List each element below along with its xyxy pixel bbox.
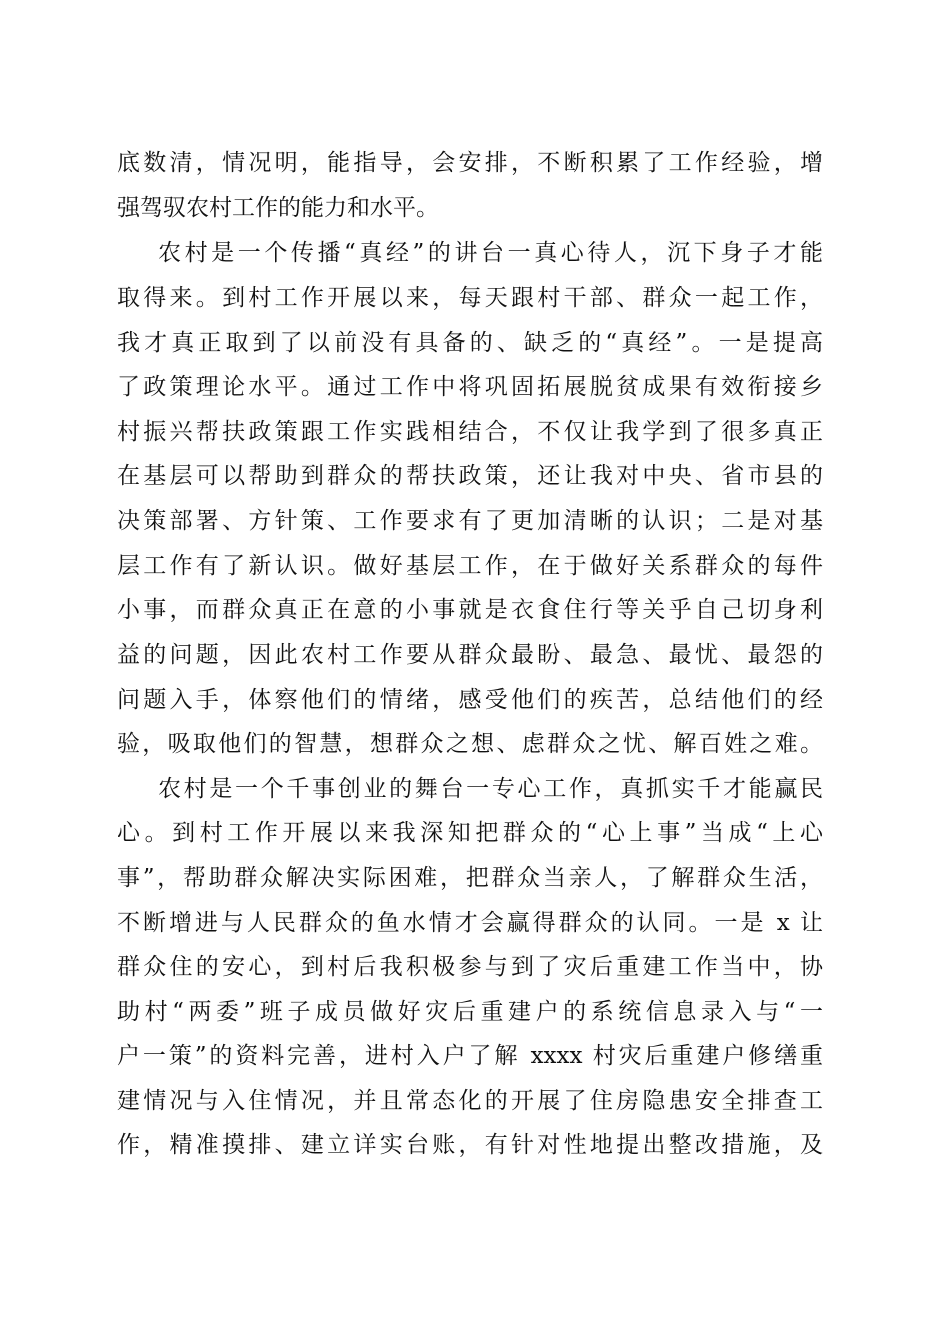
text-line: 建情况与入住情况，并且常态化的开展了住房隐患安全排查工 <box>117 1088 823 1114</box>
text-line: 我才真正取到了以前没有具备的、缺乏的“真经”。一是提高 <box>117 330 823 356</box>
paragraph-first-line: 农村是一个传播“真经”的讲台一真心待人，沉下身子才能 <box>158 240 823 266</box>
text-line: 群众住的安心，到村后我积极参与到了灾后重建工作当中，协 <box>117 954 823 980</box>
text-line: 强驾驭农村工作的能力和水平。 <box>117 195 439 221</box>
text-line: 助村“两委”班子成员做好灾后重建户的系统信息录入与“一 <box>117 999 823 1025</box>
text-line: 户一策”的资料完善，进村入户了解 xxxx 村灾后重建户修缮重 <box>117 1043 823 1069</box>
text-line: 益的问题，因此农村工作要从群众最盼、最急、最忧、最怨的 <box>117 642 823 668</box>
text-line: 验，吸取他们的智慧，想群众之想、虑群众之忧、解百姓之难。 <box>117 731 823 757</box>
text-line: 不断增进与人民群众的鱼水情才会赢得群众的认同。一是 x 让 <box>117 910 823 936</box>
text-line: 作，精准摸排、建立详实台账，有针对性地提出整改措施，及 <box>117 1132 823 1158</box>
text-line: 层工作有了新认识。做好基层工作，在于做好关系群众的每件 <box>117 553 823 579</box>
text-line: 问题入手，体察他们的情绪，感受他们的疾苦，总结他们的经 <box>117 687 823 713</box>
paragraph-first-line: 农村是一个千事创业的舞台一专心工作，真抓实千才能赢民 <box>158 776 823 802</box>
text-line: 小事，而群众真正在意的小事就是衣食住行等关乎自己切身利 <box>117 597 823 623</box>
text-line: 决策部署、方针策、工作要求有了更加清晰的认识；二是对基 <box>117 508 823 534</box>
text-line: 事”，帮助群众解决实际困难，把群众当亲人，了解群众生活， <box>117 865 823 891</box>
text-line: 在基层可以帮助到群众的帮扶政策，还让我对中央、省市县的 <box>117 463 823 489</box>
text-line: 底数清，情况明，能指导，会安排，不断积累了工作经验，增 <box>117 150 823 176</box>
text-line: 取得来。到村工作开展以来，每天跟村干部、群众一起工作， <box>117 285 823 311</box>
text-line: 村振兴帮扶政策跟工作实践相结合，不仅让我学到了很多真正 <box>117 419 823 445</box>
text-line: 了政策理论水平。通过工作中将巩固拓展脱贫成果有效衔接乡 <box>117 374 823 400</box>
text-line: 心。到村工作开展以来我深知把群众的“心上事”当成“上心 <box>117 820 823 846</box>
